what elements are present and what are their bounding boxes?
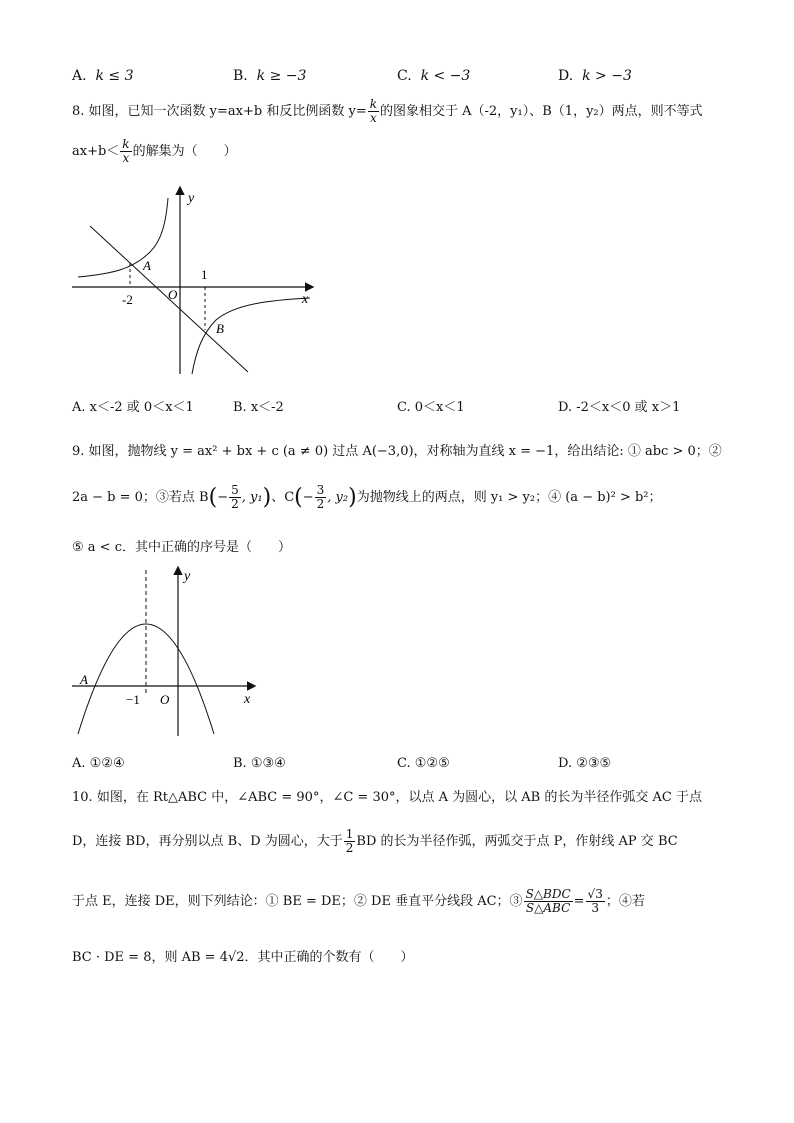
q9-option-c: C. ①②⑤: [397, 756, 450, 771]
q9-option-b: B. ①③④: [233, 756, 286, 771]
tick-neg1: −1: [126, 692, 140, 707]
q10-stem-line4: BC · DE = 8，则 AB = 4√2．其中正确的个数有（ ）: [72, 950, 414, 965]
q8-stem-line1: 8. 如图，已知一次函数 y=ax+b 和反比例函数 y= $\frac{k}{x}$ 的图象相交于 A（-2，y₁）、B（1，y₂）两点，则不等式: [72, 97, 703, 125]
q8-option-b: B. x＜-2: [233, 400, 284, 415]
origin-label: O: [168, 287, 178, 302]
q10-stem-line3: 于点 E，连接 DE，则下列结论：① BE = DE；② DE 垂直平分线段 AC；③ $\frac{\text{S△BDC}}{\text{S△ABC}}$ = $\frac{√3}{3}$ ；④若: [72, 887, 645, 915]
point-a-label: A: [80, 672, 88, 687]
x-label: x: [244, 692, 251, 707]
q9-stem-line3: ⑤ a < c．其中正确的序号是（ ）: [72, 540, 291, 555]
q7-option-c: C. k < −3: [397, 68, 471, 84]
q8-option-c: C. 0＜x＜1: [397, 400, 465, 415]
point-b-label: B: [216, 321, 224, 336]
q10-stem-line2: D，连接 BD，再分别以点 B、D 为圆心，大于 $\frac{1}{2}$ BD 的长为半径作弧，两弧交于点 P，作射线 AP 交 BC: [72, 827, 678, 855]
y-label: y: [188, 191, 195, 206]
x-label: x: [302, 292, 309, 307]
q9-option-d: D. ②③⑤: [558, 756, 612, 771]
hyperbola-upper-branch: [78, 198, 168, 277]
q8-graph: [70, 182, 330, 382]
origin-label: O: [160, 692, 170, 707]
q9-stem-line1: 9. 如图，抛物线 y = ax² + bx + c (a ≠ 0) 过点 A(−3,0)，对称轴为直线 x = −1，给出结论: ① abc > 0；②: [72, 444, 722, 459]
y-label: y: [184, 569, 191, 584]
q8-option-a: A. x＜-2 或 0＜x＜1: [72, 400, 194, 415]
q9-graph: [70, 564, 270, 740]
point-a-label: A: [143, 258, 151, 273]
q8-stem-line2: ax+b＜ $\frac{k}{x}$ 的解集为（ ）: [72, 137, 237, 165]
q10-stem-line1: 10. 如图，在 Rt△ABC 中，∠ABC = 90°，∠C = 30°，以点 A 为圆心，以 AB 的长为半径作弧交 AC 于点: [72, 790, 702, 805]
q9-stem-line2: 2a − b = 0；③若点 B(− $\frac{5}{2}$ , y₁)、C(− $\frac{3}{2}$ , y₂)为抛物线上的两点，则 y₁ > y₂；④ (a − b)² > b²；: [72, 483, 662, 511]
q7-option-d: D. k > −3: [558, 68, 632, 84]
tick-1: 1: [201, 267, 208, 282]
q7-option-a: A. k ≤ 3: [72, 68, 134, 84]
q8-option-d: D. -2＜x＜0 或 x＞1: [558, 400, 681, 415]
q9-option-a: A. ①②④: [72, 756, 125, 771]
tick-neg2: -2: [122, 292, 133, 307]
q7-option-b: B. k ≥ −3: [233, 68, 307, 84]
